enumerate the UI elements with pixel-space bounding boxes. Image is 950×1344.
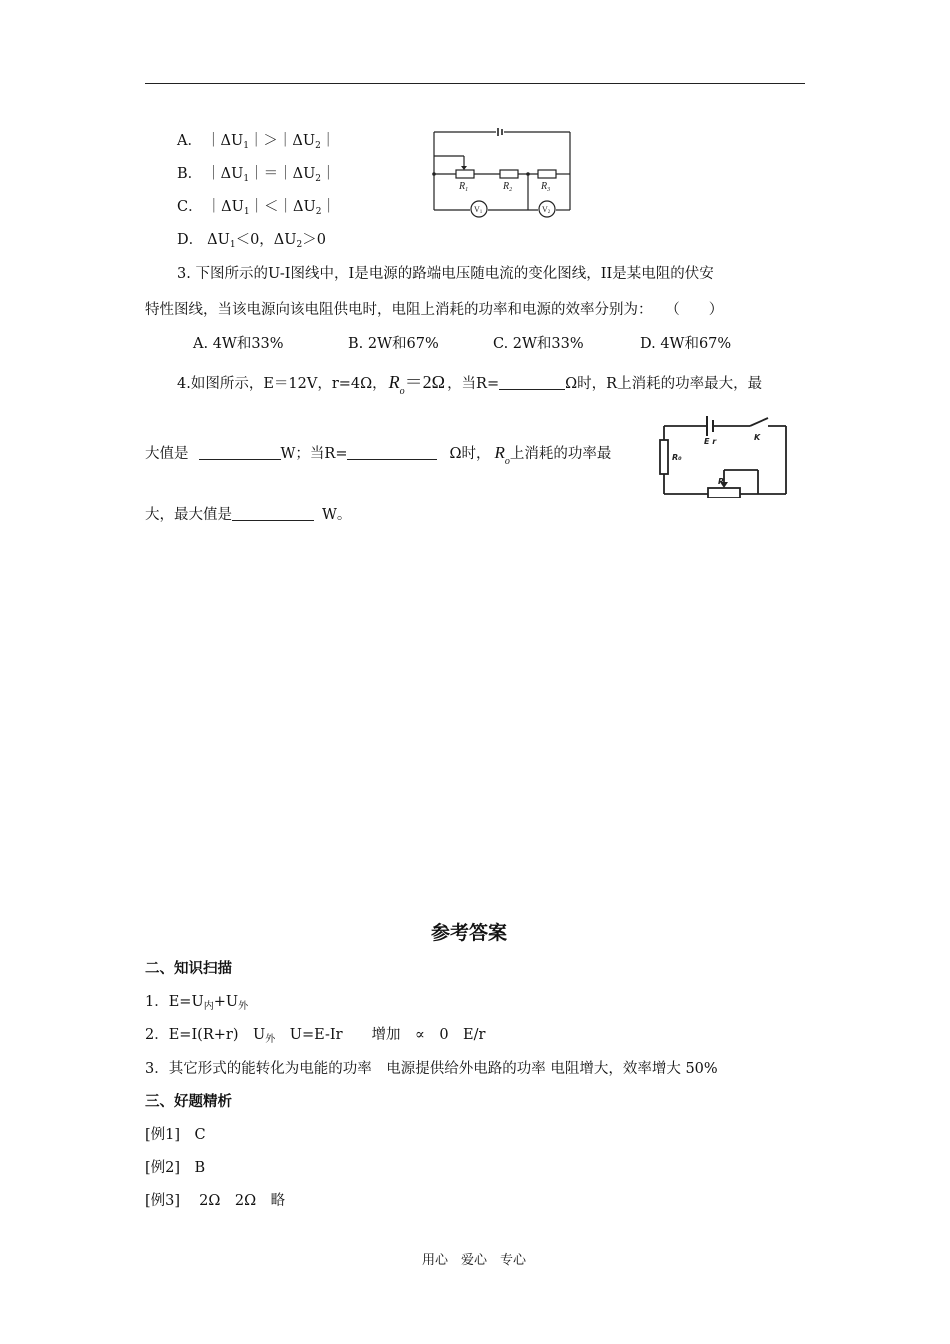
e-r-label: E r (704, 437, 717, 446)
option-text: ΔU (207, 232, 230, 248)
page-footer: 用心 爱心 专心 (422, 1253, 527, 1268)
q4-text-h: 大，最大值是 (145, 507, 232, 523)
answer-paren: （ ） (672, 302, 724, 318)
section-knowledge-scan: 二、知识扫描 (145, 961, 232, 977)
option-text: ｜＝｜ΔU (249, 166, 316, 182)
option-a: A. 4W和33% (193, 336, 284, 352)
q4-text-d: 大值是 (145, 446, 189, 462)
svg-text:R3: $R_3$ (541, 181, 551, 193)
r0-label: R₀ (672, 453, 682, 462)
blank-max-power-2[interactable] (232, 506, 314, 521)
option-row (177, 129, 335, 151)
section-good-problems: 三、好题精析 (145, 1094, 232, 1110)
q4-text-i: W。 (322, 507, 352, 523)
q4-text-b: ，当R= (447, 376, 500, 392)
option-row (177, 195, 336, 217)
blank-max-power-1[interactable] (199, 445, 281, 460)
question-3-line-2 (145, 298, 723, 319)
example-3-answer: [例3] 2Ω 2Ω 略 (145, 1193, 286, 1209)
option-text: ｜＜｜ΔU (249, 199, 316, 215)
answer-1: 1．$E=U_内+U_外$ (145, 994, 249, 1012)
q4-text-c: Ω时，R上消耗的功率最大，最 (565, 376, 763, 392)
svg-text:V2: V2 (542, 205, 551, 215)
q4-text-e: W；当R= (280, 446, 348, 462)
option-text: ｜ΔU (206, 166, 244, 182)
q4-text-a: 4.如图所示，E＝12V，r=4Ω， (177, 376, 387, 392)
option-text: ｜ (321, 166, 336, 182)
v1-label: V (474, 205, 480, 214)
svg-text:R1: $R_1$ (459, 181, 469, 193)
header-rule (145, 83, 805, 84)
option-d: D. 4W和67% (640, 336, 732, 352)
option-text: ｜ΔU (205, 133, 244, 149)
option-row (177, 162, 336, 184)
answers-title: 参考答案 (431, 922, 508, 944)
option-row (177, 228, 326, 250)
option-text: ｜＞｜ΔU (248, 133, 316, 149)
option-text: 2 (315, 174, 322, 184)
question-4-line-1 (177, 368, 762, 397)
option-key: D． (177, 232, 204, 248)
option-text: ＜0，ΔU (235, 232, 297, 248)
option-key: C． (177, 199, 203, 215)
option-key: B． (177, 166, 203, 182)
option-text: ｜ (320, 133, 336, 149)
v2-label: V (542, 205, 548, 214)
q4-text-f: Ω时， (449, 446, 491, 462)
example-2-answer: [例2] B (145, 1160, 206, 1176)
example-1-answer: [例1] C (145, 1127, 206, 1143)
option-key: A． (177, 133, 202, 149)
k-label: K (754, 433, 761, 442)
option-text: 1 (229, 240, 236, 250)
question-3-line-1: 3. 下图所示的U-I图线中，I是电源的路端电压随电流的变化图线，II是某电阻的伏安 (177, 266, 714, 282)
option-b: B. 2W和67% (348, 336, 439, 352)
option-text: 2 (315, 207, 322, 217)
answer-2: 2．E=I(R+r) $U_外$ U=E-Ir 增加 ∝ 0 E/r (145, 1027, 486, 1045)
svg-text:V1: V1 (474, 205, 483, 215)
option-text: 2 (315, 141, 321, 151)
r3-label: R (541, 181, 548, 192)
option-text: 1 (243, 207, 250, 217)
option-text: ＞0 (302, 232, 326, 248)
r2-label: R (503, 181, 510, 192)
option-text: ｜ΔU (206, 199, 244, 215)
option-text: 1 (243, 174, 250, 184)
circuit-diagram-2 (658, 410, 793, 498)
option-text: ｜ (321, 199, 336, 215)
question-4-line-2 (145, 442, 611, 467)
r1-label: R (459, 181, 466, 192)
option-text: 2 (296, 240, 303, 250)
r-label: R (718, 477, 725, 486)
blank-r-value-1[interactable] (499, 375, 565, 390)
q4-text-g: 上消耗的功率最 (509, 446, 612, 462)
answer-3: 3．其它形式的能转化为电能的功率 电源提供给外电路的功率 电阻增大，效率增大 50% (145, 1061, 718, 1077)
option-text: 1 (243, 141, 249, 151)
blank-r-value-2[interactable] (347, 445, 437, 460)
question-3-text: 特性图线，当该电源向该电阻供电时，电阻上消耗的功率和电源的效率分别为： (145, 302, 653, 318)
circuit-diagram-1 (430, 128, 575, 220)
option-c: C. 2W和33% (493, 336, 584, 352)
question-4-line-3 (145, 503, 351, 524)
r0-equation: $R_o=2\Omega$ (388, 372, 446, 397)
svg-text:R2: $R_2$ (503, 181, 513, 193)
r0-symbol: $R_o$ (494, 443, 510, 467)
